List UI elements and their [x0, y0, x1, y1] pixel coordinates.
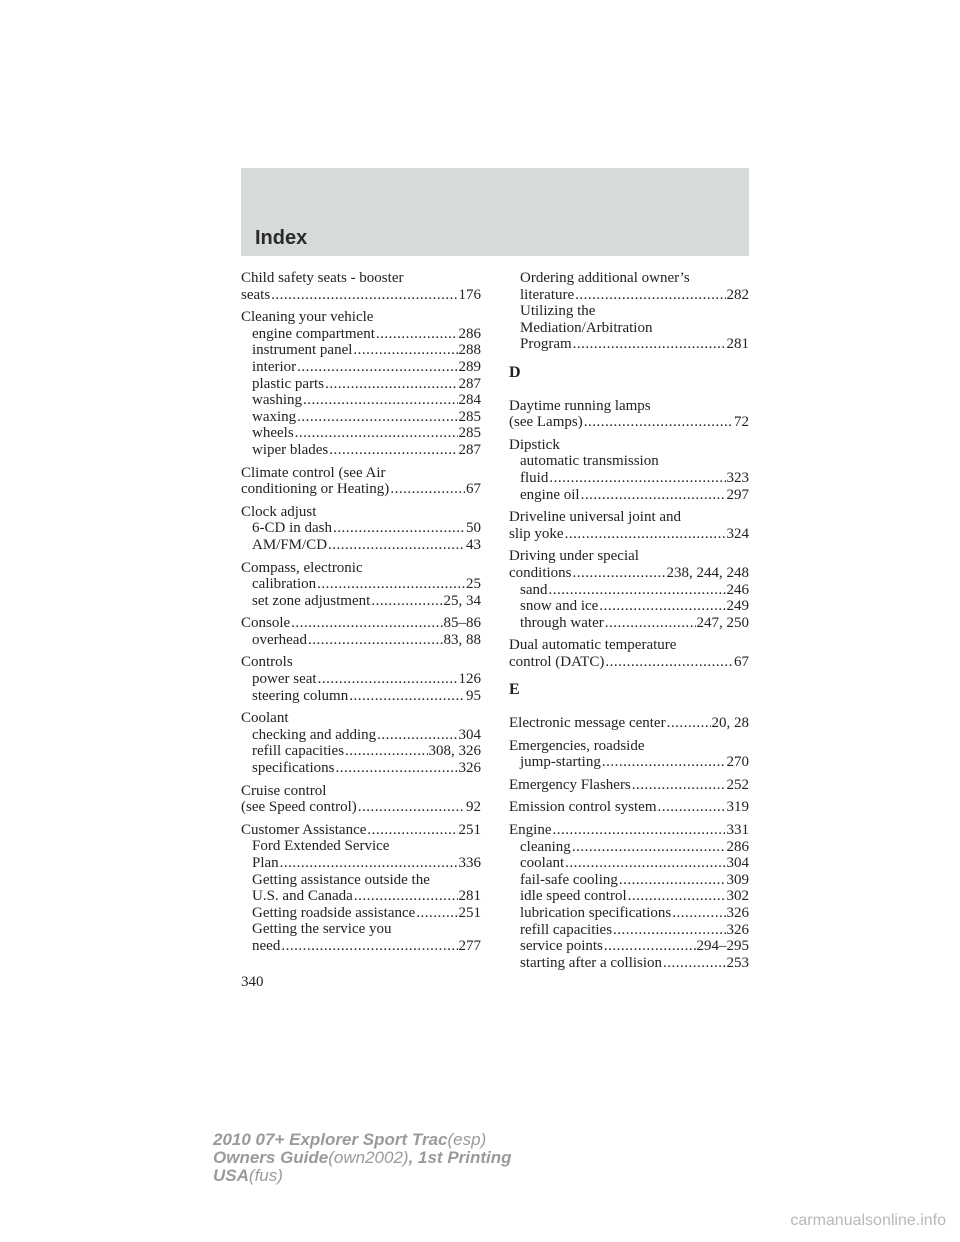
dot-leader: [280, 855, 458, 872]
index-subentry-line: [241, 905, 481, 922]
index-term: through water: [520, 614, 604, 631]
index-term: washing: [252, 392, 302, 409]
index-page-ref: 67: [734, 653, 749, 670]
dot-leader: [581, 487, 726, 504]
index-subentry-line: [241, 359, 481, 376]
index-term: Dual automatic temperature: [509, 637, 677, 654]
index-subentry-line: [509, 615, 749, 632]
index-term: Ford Extended Service: [252, 838, 390, 855]
dot-leader: [667, 715, 711, 732]
index-subentry-line: [241, 921, 481, 938]
index-page-ref: 319: [726, 799, 749, 816]
index-subentry-line: [509, 582, 749, 599]
index-term: snow and ice: [520, 598, 599, 615]
dot-leader: [367, 822, 457, 839]
index-term: Plan: [252, 855, 279, 871]
dot-leader: [371, 593, 442, 610]
index-term: Engine: [509, 822, 552, 839]
index-subentry-line: [241, 838, 481, 855]
index-term: seats: [241, 286, 271, 303]
index-entry-line: [509, 822, 749, 839]
index-entry-line: [509, 715, 749, 732]
index-entry: [241, 783, 481, 816]
index-subentry-line: [241, 888, 481, 905]
index-subentry-line: [509, 754, 749, 771]
index-term: Console: [241, 615, 291, 632]
index-entry: [241, 309, 481, 458]
index-page-ref: 251: [458, 821, 481, 838]
index-term: Emission control system: [509, 799, 657, 816]
index-entry-line: [241, 799, 481, 816]
dot-leader: [632, 777, 726, 794]
footer-printing: , 1st Printing: [408, 1148, 512, 1167]
index-subentry-line: [509, 336, 749, 353]
index-entry-line: [509, 738, 749, 755]
index-term: jump-starting: [520, 754, 601, 771]
index-entry: [509, 738, 749, 771]
index-term: Getting roadside assistance: [252, 904, 416, 921]
index-page-ref: 176: [458, 286, 481, 303]
index-entry: [509, 548, 749, 631]
index-entry-line: [241, 560, 481, 577]
index-term: 6-CD in dash: [252, 520, 332, 537]
index-entry-line: [241, 270, 481, 287]
index-entry-line: [509, 437, 749, 454]
index-page-ref: 326: [726, 921, 749, 938]
index-term: Mediation/Arbitration: [520, 319, 653, 336]
dot-leader: [549, 470, 725, 487]
index-section-letter: E: [509, 681, 520, 699]
dot-leader: [572, 839, 726, 856]
dot-leader: [349, 688, 465, 705]
index-subentry-line: [509, 922, 749, 939]
index-term: Daytime running lamps: [509, 397, 651, 414]
index-entry: [509, 777, 749, 794]
index-subentry-line: [509, 905, 749, 922]
dot-leader: [565, 855, 725, 872]
index-entry: [241, 270, 481, 303]
index-page-ref: 72: [734, 414, 749, 431]
index-page-ref: 251: [458, 904, 481, 921]
index-entry: [509, 637, 749, 670]
dot-leader: [303, 392, 458, 409]
index-subentry-line: [241, 520, 481, 537]
index-page-ref: 289: [458, 358, 481, 375]
index-term: Utilizing the: [520, 303, 596, 320]
index-page-ref: 302: [726, 888, 749, 905]
dot-leader: [376, 326, 458, 343]
index-subentry-line: [509, 839, 749, 856]
dot-leader: [333, 520, 465, 537]
index-term: slip yoke: [509, 525, 564, 542]
dot-leader: [602, 754, 726, 771]
index-term: starting after a collision: [520, 954, 663, 971]
index-entry: [509, 715, 749, 732]
index-term: interior: [252, 358, 297, 375]
index-entry-line: [241, 710, 481, 727]
footer-line-3: [213, 1167, 512, 1185]
index-page-ref: 43: [466, 536, 481, 553]
dot-leader: [575, 287, 725, 304]
dot-leader: [328, 537, 465, 554]
footer-guide: Owners Guide: [213, 1148, 329, 1167]
index-subentry-line: [509, 888, 749, 905]
index-entry: [241, 504, 481, 554]
footer-line-1: [213, 1131, 512, 1149]
index-subentry-line: [509, 598, 749, 615]
index-section-letter: D: [509, 363, 521, 381]
index-term: Ordering additional owner’s: [520, 270, 690, 286]
index-term: instrument panel: [252, 342, 353, 359]
index-term: Getting the service you: [252, 921, 392, 938]
index-term: cleaning: [520, 838, 571, 855]
dot-leader: [318, 671, 458, 688]
index-page-ref: 288: [458, 342, 481, 359]
index-term: Emergencies, roadside: [509, 737, 645, 754]
index-page-ref: 331: [726, 822, 749, 839]
index-entry: [241, 654, 481, 704]
dot-leader: [354, 888, 458, 905]
index-page-ref: 83, 88: [443, 631, 481, 648]
index-term: waxing: [252, 408, 297, 425]
index-page-ref: 92: [466, 799, 481, 816]
index-entry: [241, 710, 481, 776]
dot-leader: [619, 872, 726, 889]
index-subentry-line: [241, 760, 481, 777]
index-term: plastic parts: [252, 375, 325, 392]
page-number: 340: [241, 974, 264, 990]
index-subentry-line: [241, 576, 481, 593]
index-page-ref: 50: [466, 520, 481, 537]
index-entry-line: [509, 654, 749, 671]
index-entry: [509, 398, 749, 431]
index-entry: [241, 560, 481, 610]
dot-leader: [605, 615, 696, 632]
index-page-ref: 285: [458, 408, 481, 425]
watermark: carmanualsonline.info: [790, 1212, 946, 1229]
dot-leader: [358, 799, 465, 816]
index-term: fail-safe cooling: [520, 871, 618, 888]
index-subentry-line: [509, 287, 749, 304]
index-entry: [509, 270, 749, 353]
index-entry: [241, 822, 481, 955]
index-term: Coolant: [241, 710, 289, 727]
index-term: specifications: [252, 760, 335, 777]
dot-leader: [295, 425, 458, 442]
index-page-ref: 309: [726, 871, 749, 888]
dot-leader: [613, 922, 725, 939]
index-subentry-line: [241, 688, 481, 705]
footer-line-2: [213, 1149, 512, 1167]
index-page-ref: 286: [726, 838, 749, 855]
dot-leader: [353, 342, 457, 359]
index-subentry-line: [241, 671, 481, 688]
index-term: automatic transmission: [520, 453, 659, 470]
index-term: Child safety seats - booster: [241, 270, 404, 286]
index-entry-line: [509, 509, 749, 526]
index-term: (see Speed control): [241, 799, 357, 816]
index-subentry-line: [509, 938, 749, 955]
dot-leader: [335, 760, 457, 777]
index-term: sand: [520, 581, 548, 598]
index-subentry-line: [509, 320, 749, 337]
dot-leader: [549, 582, 726, 599]
index-entry-line: [241, 465, 481, 482]
index-entry-line: [241, 504, 481, 521]
index-page-ref: 286: [458, 325, 481, 342]
index-term: set zone adjustment: [252, 592, 371, 609]
index-term: coolant: [520, 855, 565, 872]
index-term: AM/FM/CD: [252, 536, 328, 553]
index-page-ref: 308, 326: [428, 743, 481, 760]
index-page-ref: 246: [726, 581, 749, 598]
dot-leader: [297, 359, 457, 376]
index-subentry-line: [241, 326, 481, 343]
index-subentry-line: [241, 537, 481, 554]
index-term: U.S. and Canada: [252, 888, 353, 905]
index-entry-line: [241, 309, 481, 326]
index-term: Clock adjust: [241, 503, 317, 520]
dot-leader: [308, 632, 443, 649]
index-column-left: [241, 270, 481, 961]
dot-leader: [584, 414, 733, 431]
index-subentry-line: [241, 342, 481, 359]
footer-model: 2010 07+ Explorer Sport Trac: [213, 1130, 448, 1149]
index-entry-line: [241, 822, 481, 839]
footer-model-code: (esp): [447, 1130, 487, 1149]
index-term: service points: [520, 938, 603, 955]
index-page-ref: 326: [458, 760, 481, 777]
dot-leader: [658, 799, 726, 816]
index-term: conditions: [509, 564, 572, 581]
index-page-ref: 326: [726, 905, 749, 921]
dot-leader: [377, 727, 457, 744]
index-term: checking and adding: [252, 726, 377, 743]
index-subentry-line: [241, 855, 481, 872]
dot-leader: [553, 822, 726, 839]
index-term: conditioning or Heating): [241, 481, 390, 498]
index-entry: [241, 465, 481, 498]
index-subentry-line: [241, 593, 481, 610]
dot-leader: [297, 409, 457, 426]
index-entry-line: [241, 481, 481, 498]
dot-leader: [281, 938, 457, 955]
index-page-ref: 287: [458, 375, 481, 392]
index-page-ref: 281: [458, 888, 481, 905]
index-page-ref: 95: [466, 687, 481, 704]
dot-leader: [416, 905, 457, 922]
index-page-ref: 297: [726, 486, 749, 503]
index-page-ref: 67: [466, 481, 481, 498]
index-entry-line: [509, 565, 749, 582]
page-title: Index: [255, 227, 308, 249]
index-term: idle speed control: [520, 888, 627, 905]
index-term: Controls: [241, 654, 293, 671]
index-page-ref: 20, 28: [711, 715, 749, 732]
index-page-ref: 247, 250: [696, 614, 749, 631]
index-entry-line: [241, 615, 481, 632]
dot-leader: [317, 576, 465, 593]
index-subentry-line: [241, 743, 481, 760]
index-subentry-line: [241, 872, 481, 889]
index-entry-line: [241, 287, 481, 304]
index-term: literature: [520, 286, 575, 303]
index-page-ref: 25, 34: [443, 592, 481, 609]
index-term: calibration: [252, 576, 317, 593]
index-subentry-line: [509, 470, 749, 487]
footer-guide-code: (own2002): [328, 1148, 409, 1167]
dot-leader: [565, 526, 726, 543]
index-header-bar: [241, 168, 749, 256]
index-subentry-line: [509, 872, 749, 889]
index-term: Electronic message center: [509, 715, 666, 732]
index-subentry-line: [241, 409, 481, 426]
index-term: steering column: [252, 687, 349, 704]
index-page-ref: 270: [726, 754, 749, 771]
index-subentry-line: [509, 270, 749, 287]
footer-market-code: (fus): [248, 1166, 283, 1185]
index-page-ref: 336: [458, 855, 481, 871]
dot-leader: [599, 598, 725, 615]
index-page-ref: 324: [726, 525, 749, 542]
index-entry: [509, 509, 749, 542]
index-page-ref: 281: [726, 336, 749, 353]
index-term: Cleaning your vehicle: [241, 309, 374, 326]
index-term: wiper blades: [252, 441, 329, 458]
index-term: Compass, electronic: [241, 559, 363, 576]
index-term: control (DATC): [509, 653, 605, 670]
dot-leader: [573, 336, 726, 353]
index-entry: [241, 615, 481, 648]
index-term: refill capacities: [252, 743, 345, 760]
index-page-ref: 287: [458, 441, 481, 458]
index-entry: [509, 799, 749, 816]
index-term: Customer Assistance: [241, 821, 367, 838]
index-page-ref: 253: [726, 954, 749, 971]
index-entry: [509, 437, 749, 503]
index-subentry-line: [509, 303, 749, 320]
dot-leader: [329, 442, 457, 459]
index-page-ref: 294–295: [696, 938, 749, 955]
index-page-ref: 304: [458, 726, 481, 743]
index-term: Driving under special: [509, 548, 639, 565]
dot-leader: [390, 481, 465, 498]
index-subentry-line: [509, 487, 749, 504]
index-page-ref: 25: [466, 576, 481, 593]
index-entry: [509, 822, 749, 971]
index-term: Driveline universal joint and: [509, 509, 682, 526]
index-subentry-line: [241, 376, 481, 393]
index-term: Climate control (see Air: [241, 464, 386, 481]
dot-leader: [325, 376, 457, 393]
dot-leader: [663, 955, 725, 972]
index-page-ref: 282: [726, 286, 749, 303]
index-entry-line: [241, 783, 481, 800]
index-page-ref: 85–86: [443, 615, 481, 632]
index-term: Emergency Flashers: [509, 776, 631, 793]
dot-leader: [628, 888, 726, 905]
index-subentry-line: [241, 727, 481, 744]
index-page-ref: 277: [458, 937, 481, 954]
index-term: engine oil: [520, 486, 580, 503]
dot-leader: [573, 565, 666, 582]
index-subentry-line: [241, 392, 481, 409]
index-subentry-line: [509, 955, 749, 972]
index-term: Getting assistance outside the: [252, 871, 430, 888]
index-entry-line: [241, 654, 481, 671]
index-term: wheels: [252, 425, 294, 442]
index-column-right: [509, 270, 749, 977]
index-subentry-line: [241, 425, 481, 442]
index-page-ref: 126: [458, 671, 481, 688]
index-entry-line: [509, 526, 749, 543]
index-page-ref: 304: [726, 855, 749, 872]
index-page-ref: 285: [458, 425, 481, 442]
index-page-ref: 252: [726, 776, 749, 793]
index-term: (see Lamps): [509, 414, 583, 431]
index-entry-line: [509, 398, 749, 415]
index-term: fluid: [520, 469, 549, 486]
footer-market: USA: [213, 1166, 249, 1185]
index-subentry-line: [241, 938, 481, 955]
index-term: overhead: [252, 631, 307, 648]
dot-leader: [604, 938, 696, 955]
index-entry-line: [509, 637, 749, 654]
index-term: lubrication specifications: [520, 905, 672, 921]
index-term: Program: [520, 336, 572, 353]
index-entry-line: [509, 414, 749, 431]
index-entry-line: [509, 777, 749, 794]
index-subentry-line: [509, 453, 749, 470]
index-subentry-line: [241, 632, 481, 649]
index-term: engine compartment: [252, 325, 375, 342]
index-term: need: [252, 937, 281, 954]
index-subentry-line: [241, 442, 481, 459]
dot-leader: [672, 905, 725, 922]
footer-print-info: [213, 1131, 512, 1185]
index-term: refill capacities: [520, 921, 613, 938]
index-page-ref: 238, 244, 248: [666, 564, 749, 581]
dot-leader: [605, 654, 733, 671]
index-term: Dipstick: [509, 436, 560, 453]
index-entry-line: [509, 799, 749, 816]
index-page-ref: 249: [726, 598, 749, 615]
dot-leader: [271, 287, 457, 304]
dot-leader: [345, 743, 427, 760]
index-entry-line: [509, 548, 749, 565]
index-term: Cruise control: [241, 782, 327, 799]
index-term: power seat: [252, 671, 317, 688]
index-subentry-line: [509, 855, 749, 872]
index-page-ref: 323: [726, 469, 749, 486]
dot-leader: [291, 615, 442, 632]
index-page-ref: 284: [458, 392, 481, 409]
